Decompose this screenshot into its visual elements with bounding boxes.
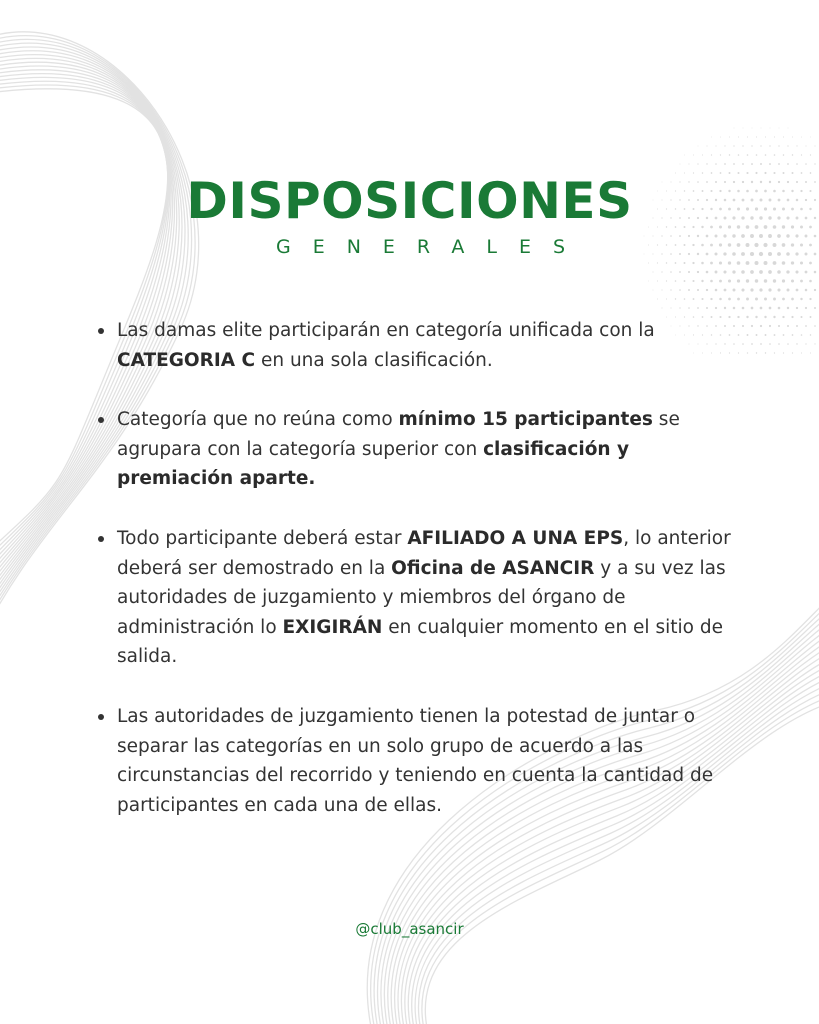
social-handle: @club_asancir [355,920,464,938]
bullet-text: se agrupara con la categoría superior con [117,409,680,460]
rules-list [96,316,746,850]
bullet-text: Categoría que no reúna como [117,409,399,431]
bullet-bold-text: CATEGORIA C [117,349,256,371]
bullet-bold-text: clasificación y premiación aparte. [117,438,630,490]
bullet-text: Todo participante deberá estar [117,527,408,549]
bullet-bold-text: Oficina de ASANCIR [391,557,595,579]
bullet-text: en cualquier momento en el sitio de salida. [117,616,723,668]
list-item [96,405,746,494]
list-item [96,702,746,820]
list-item [96,316,746,375]
bullet-text: Las damas elite participarán en categoría unificada con la [117,320,655,341]
bullet-bold-text: AFILIADO A UNA EPS [407,527,624,549]
bullet-bold-text: EXIGIRÁN [282,616,383,638]
bullet-bold-text: mínimo 15 participantes [398,409,653,431]
page-subtitle: GENERALES [275,236,588,258]
list-item [96,524,746,672]
bullet-text: y a su vez las autoridades de juzgamiento y miembros del órgano de administración lo [117,557,726,638]
page-title: DISPOSICIONES [186,172,633,230]
bullet-text: Las autoridades de juzgamiento tienen la potestad de juntar o separar las categorías en un solo grupo de acuerdo a las circunstancias del recorrido y teniendo en cuenta la cantidad de participantes en cada una de ellas. [117,705,714,816]
bullet-text: en una sola clasificación. [255,349,493,371]
bullet-text: , lo anterior deberá ser demostrado en la [117,527,731,579]
